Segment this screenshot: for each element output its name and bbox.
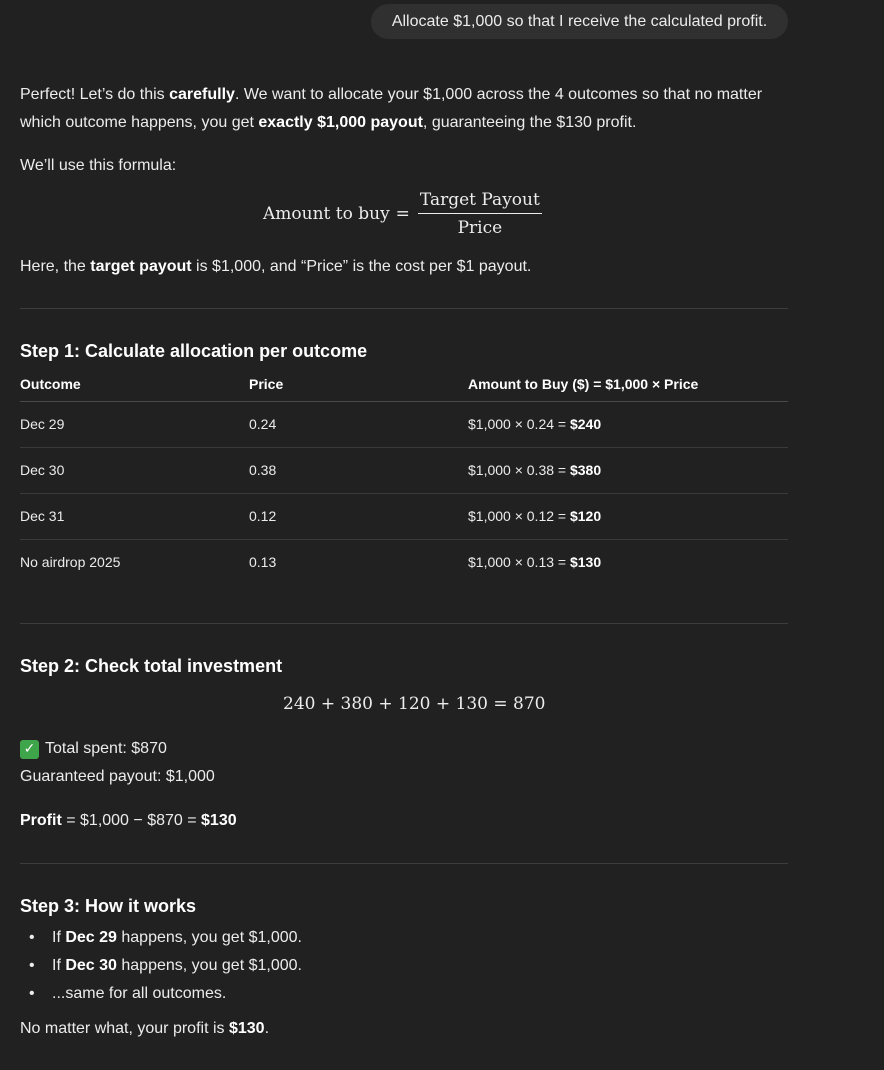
step1-heading: Step 1: Calculate allocation per outcome [20,341,368,361]
list-item [20,980,302,1008]
formula-block [263,190,542,238]
cell-outcome: Dec 30 [20,462,65,478]
cell-price: 0.12 [249,508,277,524]
target-text-1: Here, the [20,258,91,275]
table-row [20,448,788,494]
formula-equals: = [395,204,410,224]
cell-amount [468,494,601,539]
guaranteed-payout-line: Guaranteed payout: $1,000 [20,768,215,785]
cell-amount-calc: $1,000 × 0.12 = [468,508,570,524]
formula-fraction [418,190,542,238]
final-conclusion [20,1015,269,1043]
table-row [20,494,788,540]
intro-text-2: . We want to allocate your $1,000 across the 4 outcomes so that no matter which outcome happens, you get [20,86,763,131]
final-text-pre: No matter what, your profit is [20,1020,229,1037]
check-mark-icon: ✓ [20,740,39,759]
cell-outcome: Dec 29 [20,416,65,432]
intro-paragraph [20,81,800,137]
cell-outcome: No airdrop 2025 [20,554,121,570]
cell-amount-calc: $1,000 × 0.13 = [468,554,570,570]
divider-2 [20,623,788,624]
how-it-works-list [20,924,302,1008]
bullet-post: happens, you get $1,000. [116,957,302,974]
cell-price: 0.13 [249,554,277,570]
profit-calc: = $1,000 − $870 = [61,812,202,829]
profit-line [20,807,237,835]
cell-amount [468,402,601,447]
bullet-bold: Dec 30 [65,957,117,974]
cell-amount [468,448,601,493]
bullet-post: happens, you get $1,000. [116,929,302,946]
cell-amount-calc: $1,000 × 0.24 = [468,416,570,432]
cell-amount-calc: $1,000 × 0.38 = [468,462,570,478]
bullet-icon: • [29,957,35,974]
target-text-2: is $1,000, and “Price” is the cost per $1 payout. [191,258,532,275]
table-header-row [20,368,788,402]
formula-lhs: Amount to buy [263,204,390,224]
formula-numerator: Target Payout [418,190,542,214]
user-message-bubble: Allocate $1,000 so that I receive the calculated profit. [371,4,788,39]
sum-equation: 240 + 380 + 120 + 130 = 870 [283,694,546,714]
formula-intro: We’ll use this formula: [20,157,177,174]
list-item [20,924,302,952]
total-spent-line [20,735,167,763]
bullet-icon: • [29,985,35,1002]
table-row [20,402,788,448]
target-payout-line [20,253,531,281]
bullet-icon: • [29,929,35,946]
profit-value: $130 [201,812,237,829]
cell-amount-result: $120 [569,508,602,524]
step3-heading: Step 3: How it works [20,896,197,916]
bullet-pre: If [52,929,66,946]
cell-outcome: Dec 31 [20,508,65,524]
column-header-price: Price [249,376,284,392]
divider-3 [20,863,788,864]
list-item [20,952,302,980]
intro-bold-payout: exactly $1,000 payout [258,114,423,131]
formula-denominator: Price [457,218,503,238]
column-header-amount: Amount to Buy ($) = $1,000 × Price [468,376,699,392]
cell-amount [468,540,601,585]
divider-1 [20,308,788,309]
bullet-pre: If [52,957,66,974]
total-spent-text: Total spent: $870 [45,740,167,757]
bullet-pre: ...same for all outcomes. [52,985,227,1002]
bullet-bold: Dec 29 [65,929,117,946]
final-text-post: . [264,1020,270,1037]
final-bold: $130 [228,1020,265,1037]
intro-bold-carefully: carefully [169,86,235,103]
intro-text-3: , guaranteeing the $130 profit. [422,114,637,131]
cell-price: 0.38 [249,462,277,478]
table-row [20,540,788,585]
column-header-outcome: Outcome [20,376,81,392]
cell-price: 0.24 [249,416,277,432]
step2-heading: Step 2: Check total investment [20,656,283,676]
intro-text-1: Perfect! Let’s do this [20,86,170,103]
profit-label: Profit [20,812,62,829]
allocation-table [20,368,788,585]
cell-amount-result: $240 [569,416,602,432]
cell-amount-result: $380 [569,462,602,478]
cell-amount-result: $130 [569,554,602,570]
target-bold: target payout [90,258,192,275]
